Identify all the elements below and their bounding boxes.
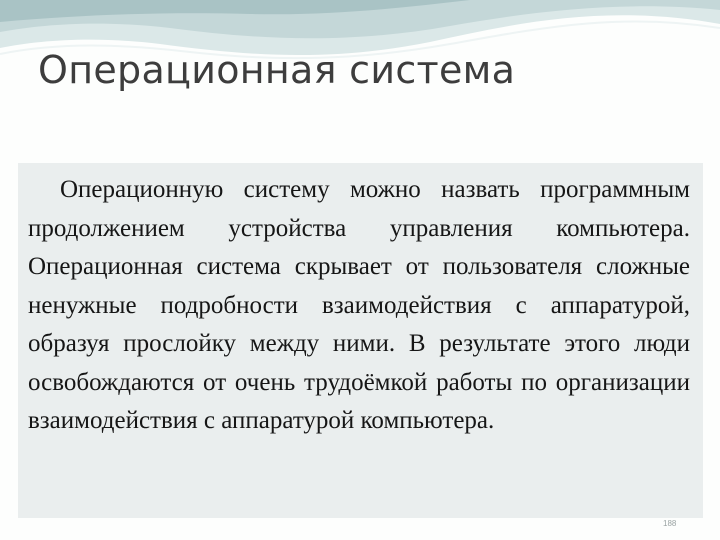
body-paragraph: Операционную систему можно назвать программным продолжением устройства управления компьютера. Операционная система скрывает от пользователя сложные ненужные подробности взаимодействия с аппаратурой, образуя прослойку между ними. В результате этого люди освобождаются от очень трудоёмкой работы по организации взаимодействия с аппаратурой компьютера. [28, 176, 690, 434]
page-number: 188 [663, 519, 677, 528]
slide-title: Операционная система [38, 48, 516, 92]
